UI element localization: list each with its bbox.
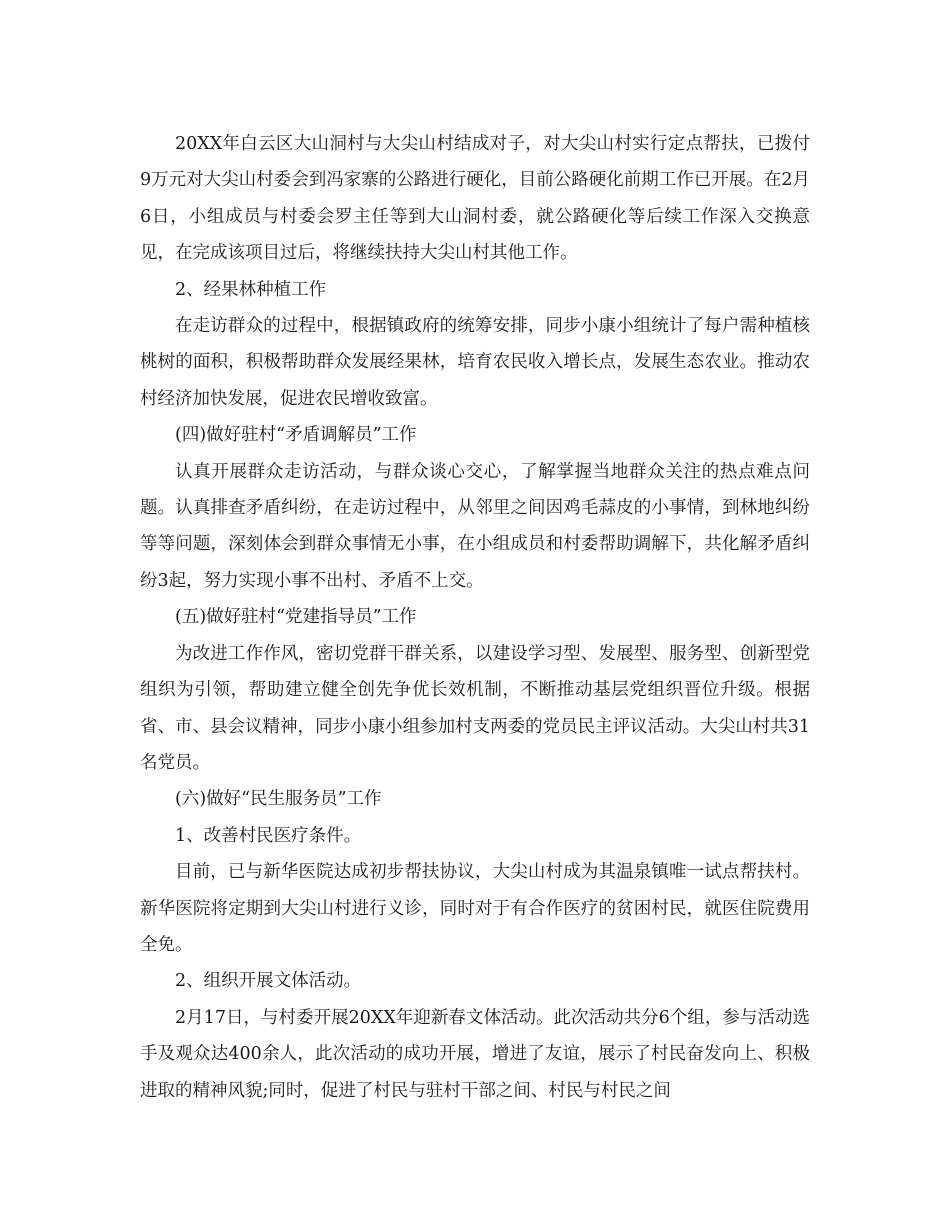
heading-orchard-planting: 2、经果林种植工作	[175, 279, 327, 300]
paragraph-party-building: 为改进工作作风，密切党群干群关系，以建设学习型、发展型、服务型、创新型党组织为引领，帮助建立健全创先争优长效机制，不断推动基层党组织晋位升级。根据省、市、县会议精神，同步小康小组参加村支两委的党员民主评议活动。大尖山村共31名党员。	[140, 643, 810, 773]
document-body	[140, 126, 810, 1109]
paragraph-conflict-mediator: 认真开展群众走访活动，与群众谈心交心，了解掌握当地群众关注的热点难点问题。认真排查矛盾纠纷，在走访过程中，从邻里之间因鸡毛蒜皮的小事情，到林地纠纷等等问题，深刻体会到群众事情无小事，在小组成员和村委帮助调解下，共化解矛盾纠纷3起，努力实现小事不出村、矛盾不上交。	[140, 461, 810, 591]
heading-party-building: (五)做好驻村“党建指导员”工作	[175, 607, 417, 628]
paragraph-road-hardening: 20XX年白云区大山洞村与大尖山村结成对子，对大尖山村实行定点帮扶，已拨付9万元对大尖山村委会到冯家寨的公路进行硬化，目前公路硬化前期工作已开展。在2月6日，小组成员与村委会罗主任等到大山洞村委，就公路硬化等后续工作深入交换意见，在完成该项目过后，将继续扶持大尖山村其他工作。	[140, 134, 810, 264]
paragraph-orchard-planting: 在走访群众的过程中，根据镇政府的统筹安排，同步小康小组统计了每户需种植核桃树的面积，积极帮助群众发展经果林，培育农民收入增长点，发展生态农业。推动农村经济加快发展，促进农民增收致富。	[140, 316, 810, 409]
heading-medical-conditions: 1、改善村民医疗条件。	[175, 825, 362, 846]
heading-livelihood-service: (六)做好“民生服务员”工作	[175, 789, 382, 810]
heading-cultural-activities: 2、组织开展文体活动。	[175, 971, 362, 992]
paragraph-medical-conditions: 目前，已与新华医院达成初步帮扶协议，大尖山村成为其温泉镇唯一试点帮扶村。新华医院将定期到大尖山村进行义诊，同时对于有合作医疗的贫困村民，就医住院费用全免。	[140, 862, 810, 955]
paragraph-cultural-activities: 2月17日，与村委开展20XX年迎新春文体活动。此次活动共分6个组，参与活动选手及观众达400余人，此次活动的成功开展，增进了友谊，展示了村民奋发向上、积极进取的精神风貌;同时，促进了村民与驻村干部之间、村民与村民之间	[140, 1007, 810, 1101]
heading-conflict-mediator: (四)做好驻村“矛盾调解员”工作	[175, 425, 417, 446]
